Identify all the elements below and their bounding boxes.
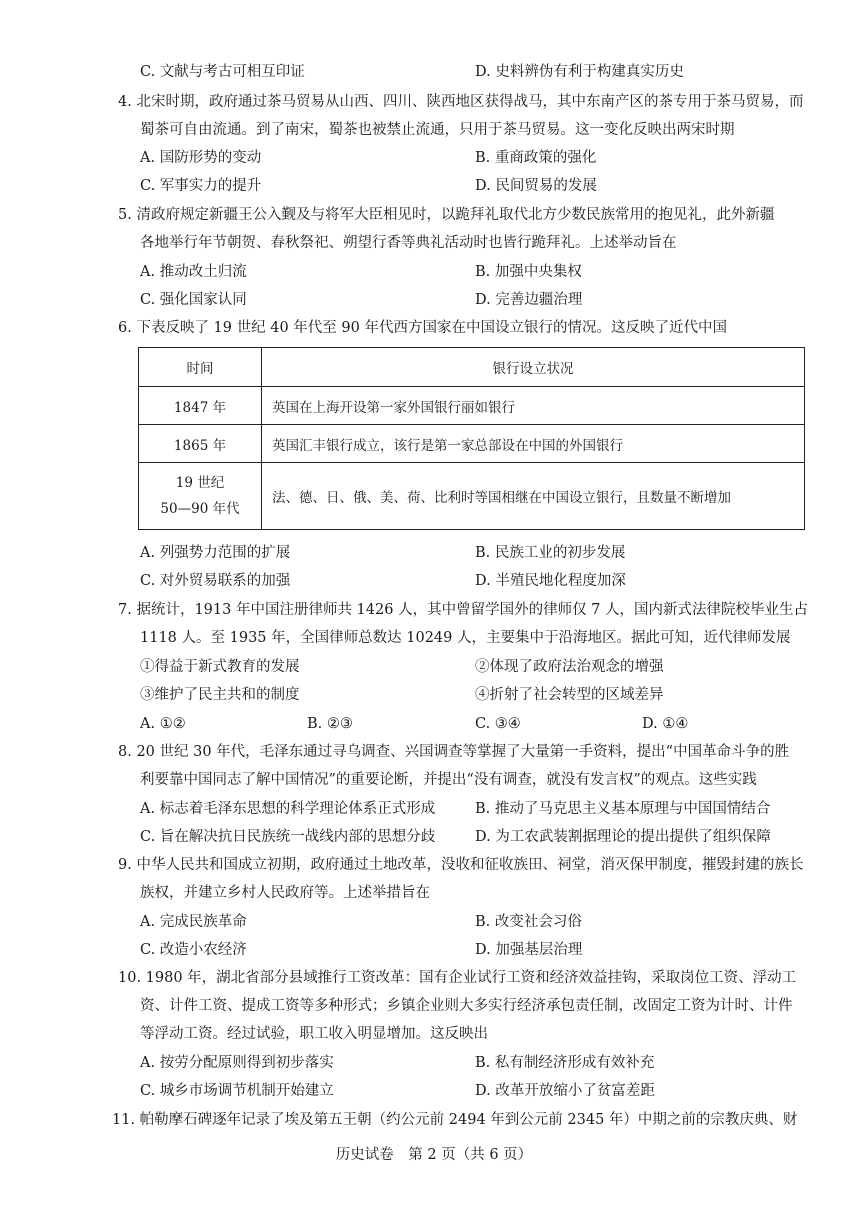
- bank-table-time-cell: 1865 年: [139, 425, 262, 463]
- q4-option-c: C. 军事实力的提升: [140, 178, 262, 194]
- q8-stem-line-1: 8. 20 世纪 30 年代，毛泽东通过寻乌调查、兴国调查等掌握了大量第一手资料，提出“中国革命斗争的胜: [118, 744, 790, 760]
- bank-table-time-cell: 1847 年: [139, 387, 262, 425]
- q7-statement-4: ④折射了社会转型的区域差异: [475, 687, 664, 703]
- q3-option-d: D. 史料辨伪有利于构建真实历史: [475, 64, 684, 80]
- q9-option-b: B. 改变社会习俗: [475, 914, 582, 930]
- q7-statement-2: ②体现了政府法治观念的增强: [475, 659, 664, 675]
- q8-stem-line-2: 利要靠中国同志了解中国情况”的重要论断，并提出“没有调查，就没有发言权”的观点。这些实践: [140, 772, 757, 788]
- q6-stem-line-1: 6. 下表反映了 19 世纪 40 年代至 90 年代西方国家在中国设立银行的情况。这反映了近代中国: [118, 320, 727, 336]
- q7-option-c: C. ③④: [475, 716, 521, 732]
- bank-table: [138, 347, 805, 530]
- q7-option-d: D. ①④: [642, 716, 689, 732]
- q10-option-c: C. 城乡市场调节机制开始建立: [140, 1083, 334, 1099]
- q4-option-d: D. 民间贸易的发展: [475, 178, 597, 194]
- q5-option-b: B. 加强中央集权: [475, 264, 582, 280]
- q8-option-a: A. 标志着毛泽东思想的科学理论体系正式形成: [140, 801, 436, 817]
- q5-stem-line-2: 各地举行年节朝贺、春秋祭祀、朔望行香等典礼活动时也皆行跪拜礼。上述举动旨在: [140, 235, 677, 251]
- q4-option-a: A. 国防形势的变动: [140, 150, 262, 166]
- q4-stem-line-1: 4. 北宋时期，政府通过茶马贸易从山西、四川、陕西地区获得战马，其中东南产区的茶专用于茶马贸易，而: [118, 94, 804, 110]
- bank-table-desc-cell: 英国在上海开设第一家外国银行丽如银行: [262, 387, 805, 425]
- q9-option-d: D. 加强基层治理: [475, 942, 583, 958]
- q5-option-d: D. 完善边疆治理: [475, 292, 583, 308]
- q4-option-b: B. 重商政策的强化: [475, 150, 597, 166]
- bank-table-header-status: 银行设立状况: [262, 348, 805, 387]
- q6-option-d: D. 半殖民地化程度加深: [475, 573, 626, 589]
- q7-stem-line-2: 1118 人。至 1935 年，全国律师总数达 10249 人，主要集中于沿海地区。据此可知，近代律师发展: [140, 630, 791, 646]
- bank-table-time-cell: [139, 463, 262, 530]
- table-row: [139, 425, 805, 463]
- q10-stem-line-1: 10. 1980 年，湖北省部分县域推行工资改革：国有企业试行工资和经济效益挂钩，采取岗位工资、浮动工: [118, 970, 797, 986]
- bank-table-header-row: [139, 348, 805, 387]
- q7-stem-line-1: 7. 据统计，1913 年中国注册律师共 1426 人，其中曾留学国外的律师仅 7 人，国内新式法律院校毕业生占: [118, 602, 809, 618]
- q5-stem-line-1: 5. 清政府规定新疆王公入觐及与将军大臣相见时，以跪拜礼取代北方少数民族常用的抱见礼，此外新疆: [118, 207, 775, 223]
- q7-option-a: A. ①②: [140, 716, 186, 732]
- q7-statement-1: ①得益于新式教育的发展: [140, 659, 300, 675]
- q8-option-c: C. 旨在解决抗日民族统一战线内部的思想分歧: [140, 829, 436, 845]
- q10-option-a: A. 按劳分配原则得到初步落实: [140, 1055, 334, 1071]
- q11-stem-line-1: 11. 帕勒摩石碑逐年记录了埃及第五王朝（约公元前 2494 年到公元前 2345 年）中期之前的宗教庆典、财: [112, 1112, 798, 1128]
- table-row: [139, 387, 805, 425]
- bank-table-time-line-1: 19 世纪: [175, 475, 225, 491]
- q9-stem-line-1: 9. 中华人民共和国成立初期，政府通过土地改革，没收和征收族田、祠堂，消灭保甲制度，摧毁封建的族长: [118, 857, 804, 873]
- q8-option-d: D. 为工农武装割据理论的提出提供了组织保障: [475, 829, 771, 845]
- q7-statement-3: ③维护了民主共和的制度: [140, 687, 300, 703]
- bank-table-time-line-2: 50—90 年代: [160, 501, 240, 517]
- q4-stem-line-2: 蜀茶可自由流通。到了南宋，蜀茶也被禁止流通，只用于茶马贸易。这一变化反映出两宋时期: [140, 122, 735, 138]
- q6-option-b: B. 民族工业的初步发展: [475, 545, 626, 561]
- q8-option-b: B. 推动了马克思主义基本原理与中国国情结合: [475, 801, 771, 817]
- q9-stem-line-2: 族权，并建立乡村人民政府等。上述举措旨在: [140, 885, 430, 901]
- q6-option-a: A. 列强势力范围的扩展: [140, 545, 291, 561]
- q5-option-c: C. 强化国家认同: [140, 292, 247, 308]
- page-footer: 历史试卷 第 2 页（共 6 页）: [335, 1147, 533, 1163]
- table-row: [139, 463, 805, 530]
- q7-option-b: B. ②③: [307, 716, 353, 732]
- q9-option-c: C. 改造小农经济: [140, 942, 247, 958]
- q10-stem-line-2: 资、计件工资、提成工资等多种形式；乡镇企业则大多实行经济承包责任制，改固定工资为计时、计件: [140, 998, 793, 1014]
- bank-table-desc-cell: 英国汇丰银行成立，该行是第一家总部设在中国的外国银行: [262, 425, 805, 463]
- q10-stem-line-3: 等浮动工资。经过试验，职工收入明显增加。这反映出: [140, 1026, 488, 1042]
- q9-option-a: A. 完成民族革命: [140, 914, 247, 930]
- q10-option-b: B. 私有制经济形成有效补充: [475, 1055, 655, 1071]
- q5-option-a: A. 推动改土归流: [140, 264, 247, 280]
- bank-table-header-time: 时间: [139, 348, 262, 387]
- q6-option-c: C. 对外贸易联系的加强: [140, 573, 291, 589]
- q3-option-c: C. 文献与考古可相互印证: [140, 64, 305, 80]
- q10-option-d: D. 改革开放缩小了贫富差距: [475, 1083, 655, 1099]
- bank-table-desc-cell: 法、德、日、俄、美、荷、比利时等国相继在中国设立银行，且数量不断增加: [262, 463, 805, 530]
